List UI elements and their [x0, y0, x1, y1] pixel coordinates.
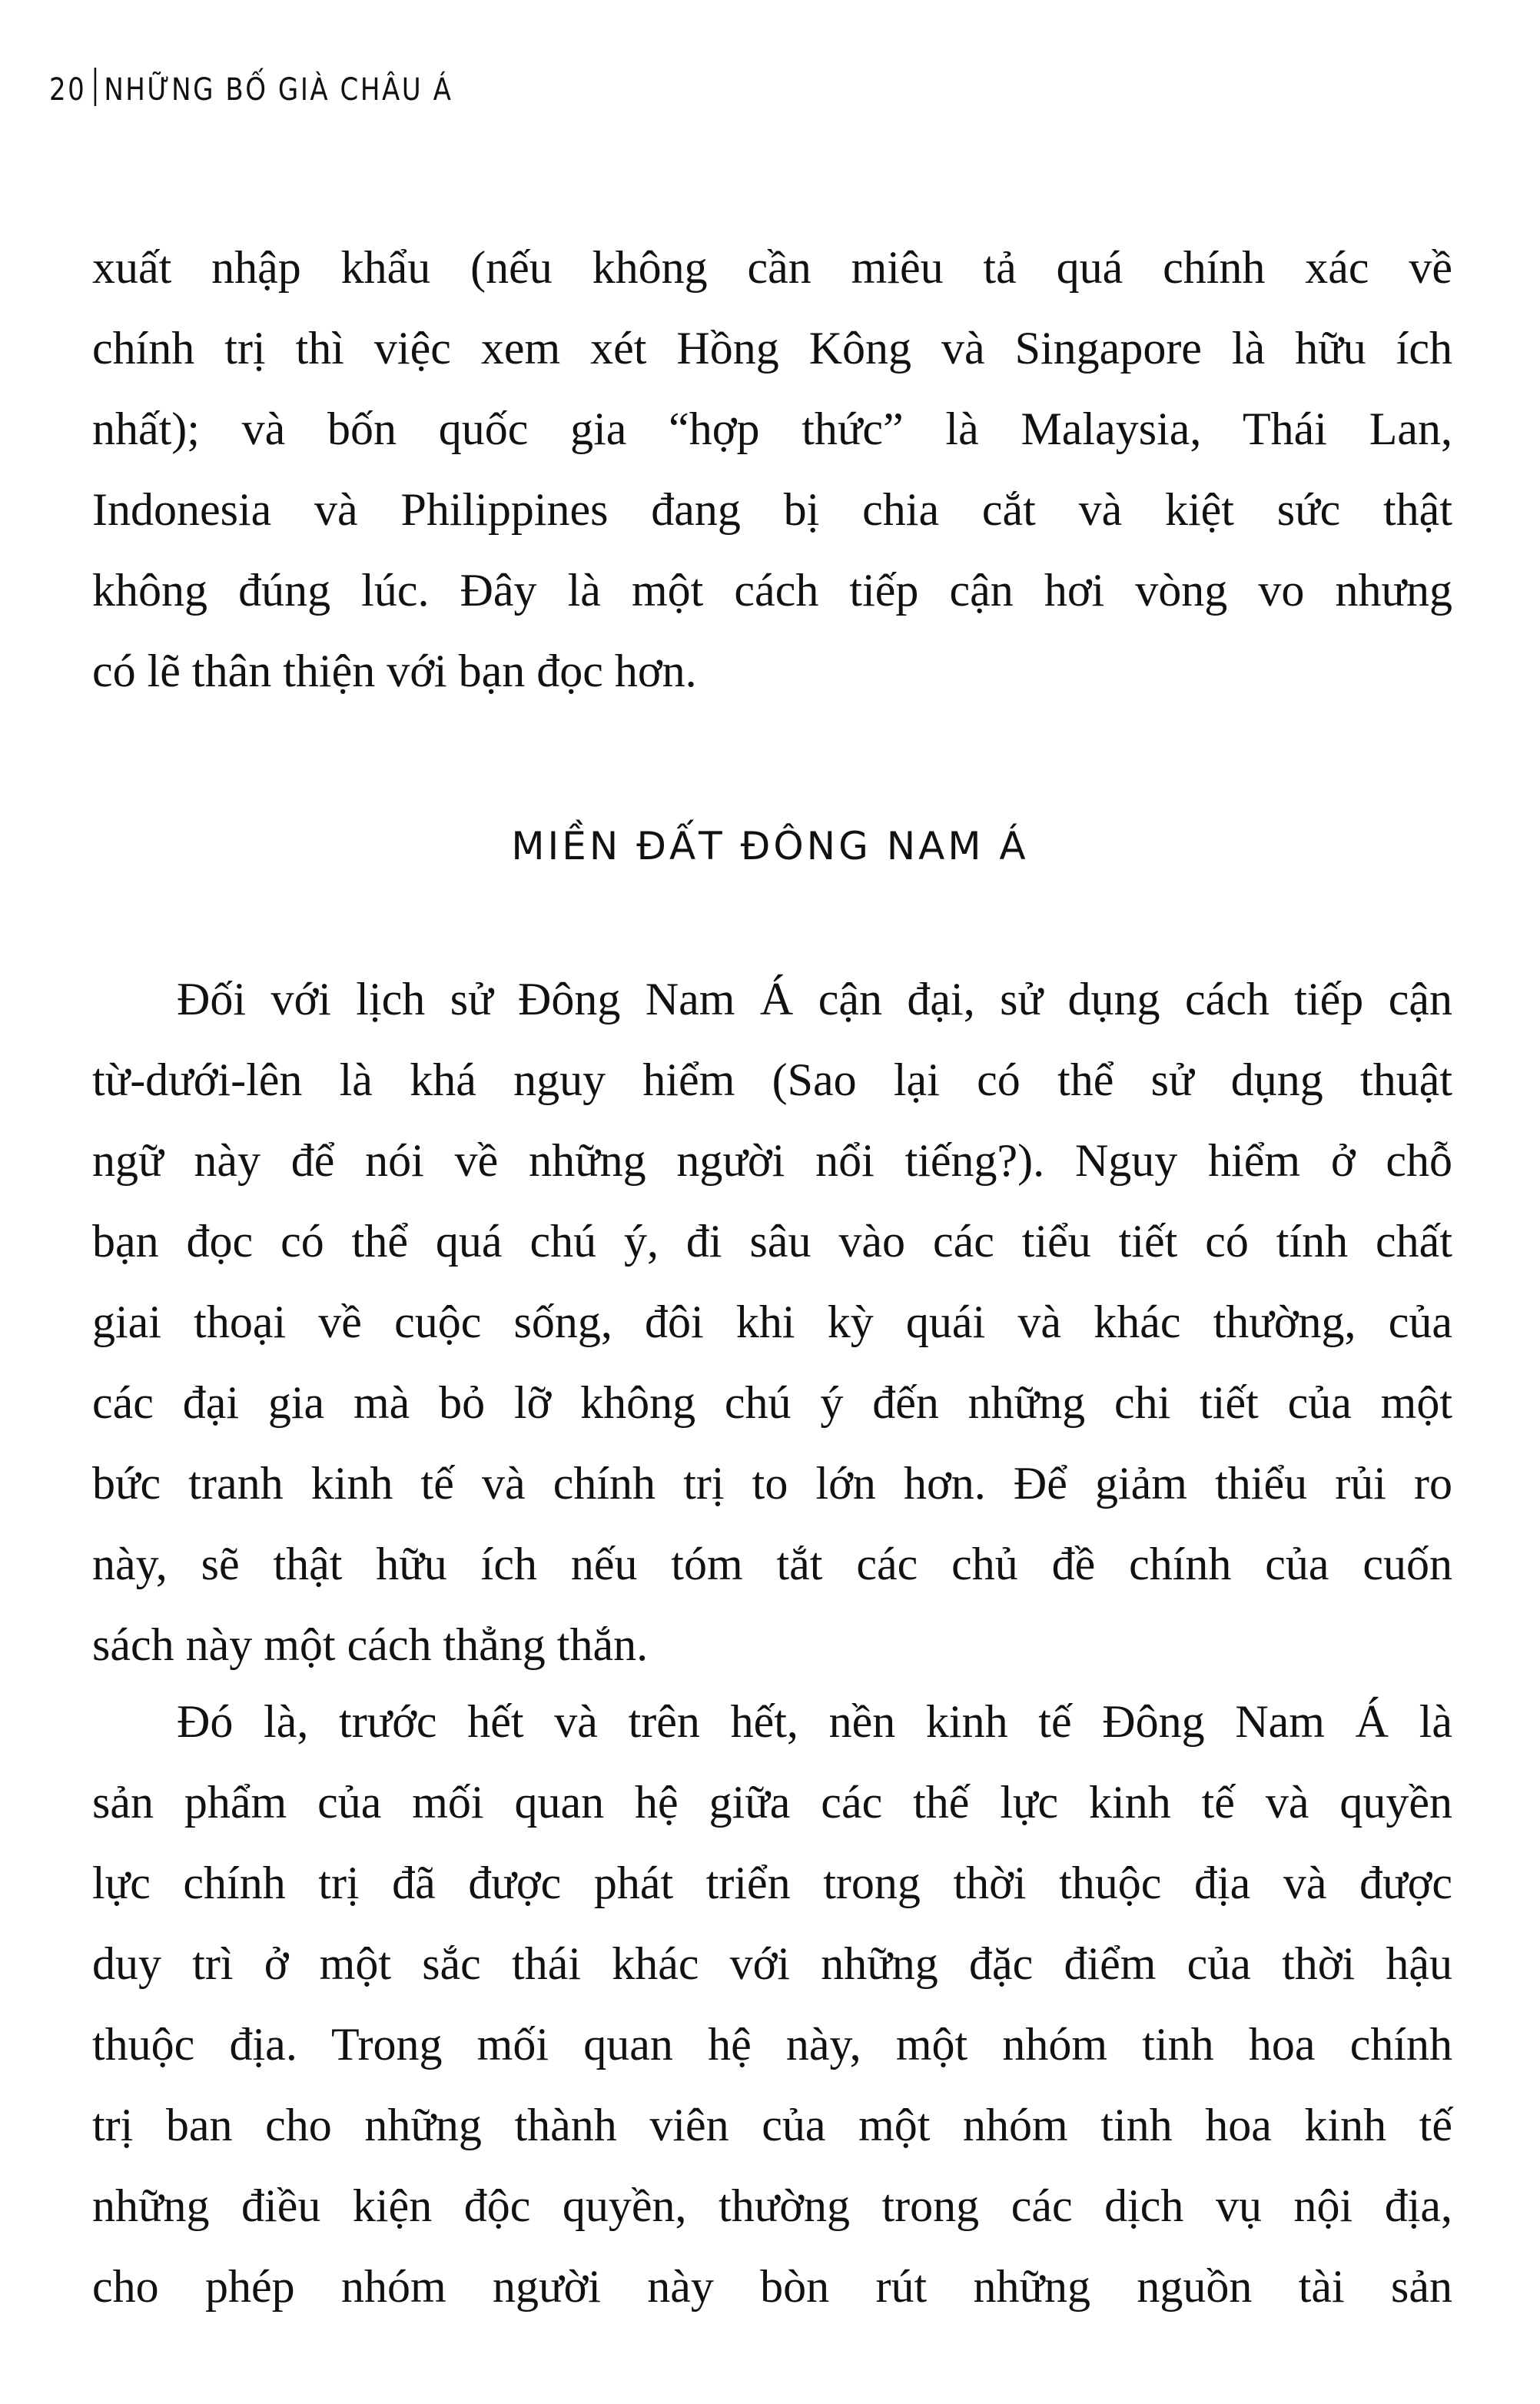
text-line: xuất nhập khẩu (nếu không cần miêu tả quá chính xác về [92, 242, 1452, 293]
text-line: ngữ này để nói về những người nổi tiếng?). Nguy hiểm ở chỗ [92, 1135, 1452, 1186]
text-line: duy trì ở một sắc thái khác với những đặc điểm của thời hậu [92, 1938, 1452, 1989]
text-line: Indonesia và Philippines đang bị chia cắt và kiệt sức thật [92, 484, 1452, 535]
section-heading: MIỀN ĐẤT ĐÔNG NAM Á [511, 824, 1029, 868]
text-line: bạn đọc có thể quá chú ý, đi sâu vào các tiểu tiết có tính chất [92, 1216, 1452, 1267]
text-line: cho phép nhóm người này bòn rút những nguồn tài sản [92, 2261, 1452, 2312]
text-line: Đó là, trước hết và trên hết, nền kinh tế Đông Nam Á là [177, 1696, 1452, 1747]
text-line: nhất); và bốn quốc gia “hợp thức” là Malaysia, Thái Lan, [92, 403, 1452, 454]
text-line: những điều kiện độc quyền, thường trong các dịch vụ nội địa, [92, 2180, 1452, 2231]
text-line: có lẽ thân thiện với bạn đọc hơn. [92, 646, 697, 696]
paragraph-2 [92, 959, 1452, 1685]
text-line: trị ban cho những thành viên của một nhóm tinh hoa kinh tế [92, 2100, 1452, 2150]
text-line: Đối với lịch sử Đông Nam Á cận đại, sử dụng cách tiếp cận [177, 974, 1452, 1024]
text-line: bức tranh kinh tế và chính trị to lớn hơn. Để giảm thiểu rủi ro [92, 1458, 1452, 1509]
paragraph-3 [92, 1682, 1452, 2327]
page-number: 20 [49, 72, 87, 108]
book-title: NHỮNG BỐ GIÀ CHÂU Á [104, 72, 453, 108]
text-line: giai thoại về cuộc sống, đôi khi kỳ quái và khác thường, của [92, 1297, 1452, 1347]
paragraph-1 [92, 227, 1452, 712]
text-line: chính trị thì việc xem xét Hồng Kông và Singapore là hữu ích [92, 323, 1452, 374]
text-line: lực chính trị đã được phát triển trong thời thuộc địa và được [92, 1858, 1452, 1908]
header-divider [95, 68, 97, 106]
text-line: sách này một cách thẳng thắn. [92, 1619, 649, 1670]
text-line: thuộc địa. Trong mối quan hệ này, một nhóm tinh hoa chính [92, 2019, 1452, 2070]
text-line: các đại gia mà bỏ lỡ không chú ý đến những chi tiết của một [92, 1377, 1452, 1428]
text-line: sản phẩm của mối quan hệ giữa các thế lực kinh tế và quyền [92, 1777, 1452, 1828]
text-line: này, sẽ thật hữu ích nếu tóm tắt các chủ đề chính của cuốn [92, 1539, 1452, 1589]
text-line: từ-dưới-lên là khá nguy hiểm (Sao lại có thể sử dụng thuật [92, 1054, 1452, 1105]
running-header [49, 68, 453, 108]
text-line: không đúng lúc. Đây là một cách tiếp cận hơi vòng vo nhưng [92, 565, 1452, 616]
